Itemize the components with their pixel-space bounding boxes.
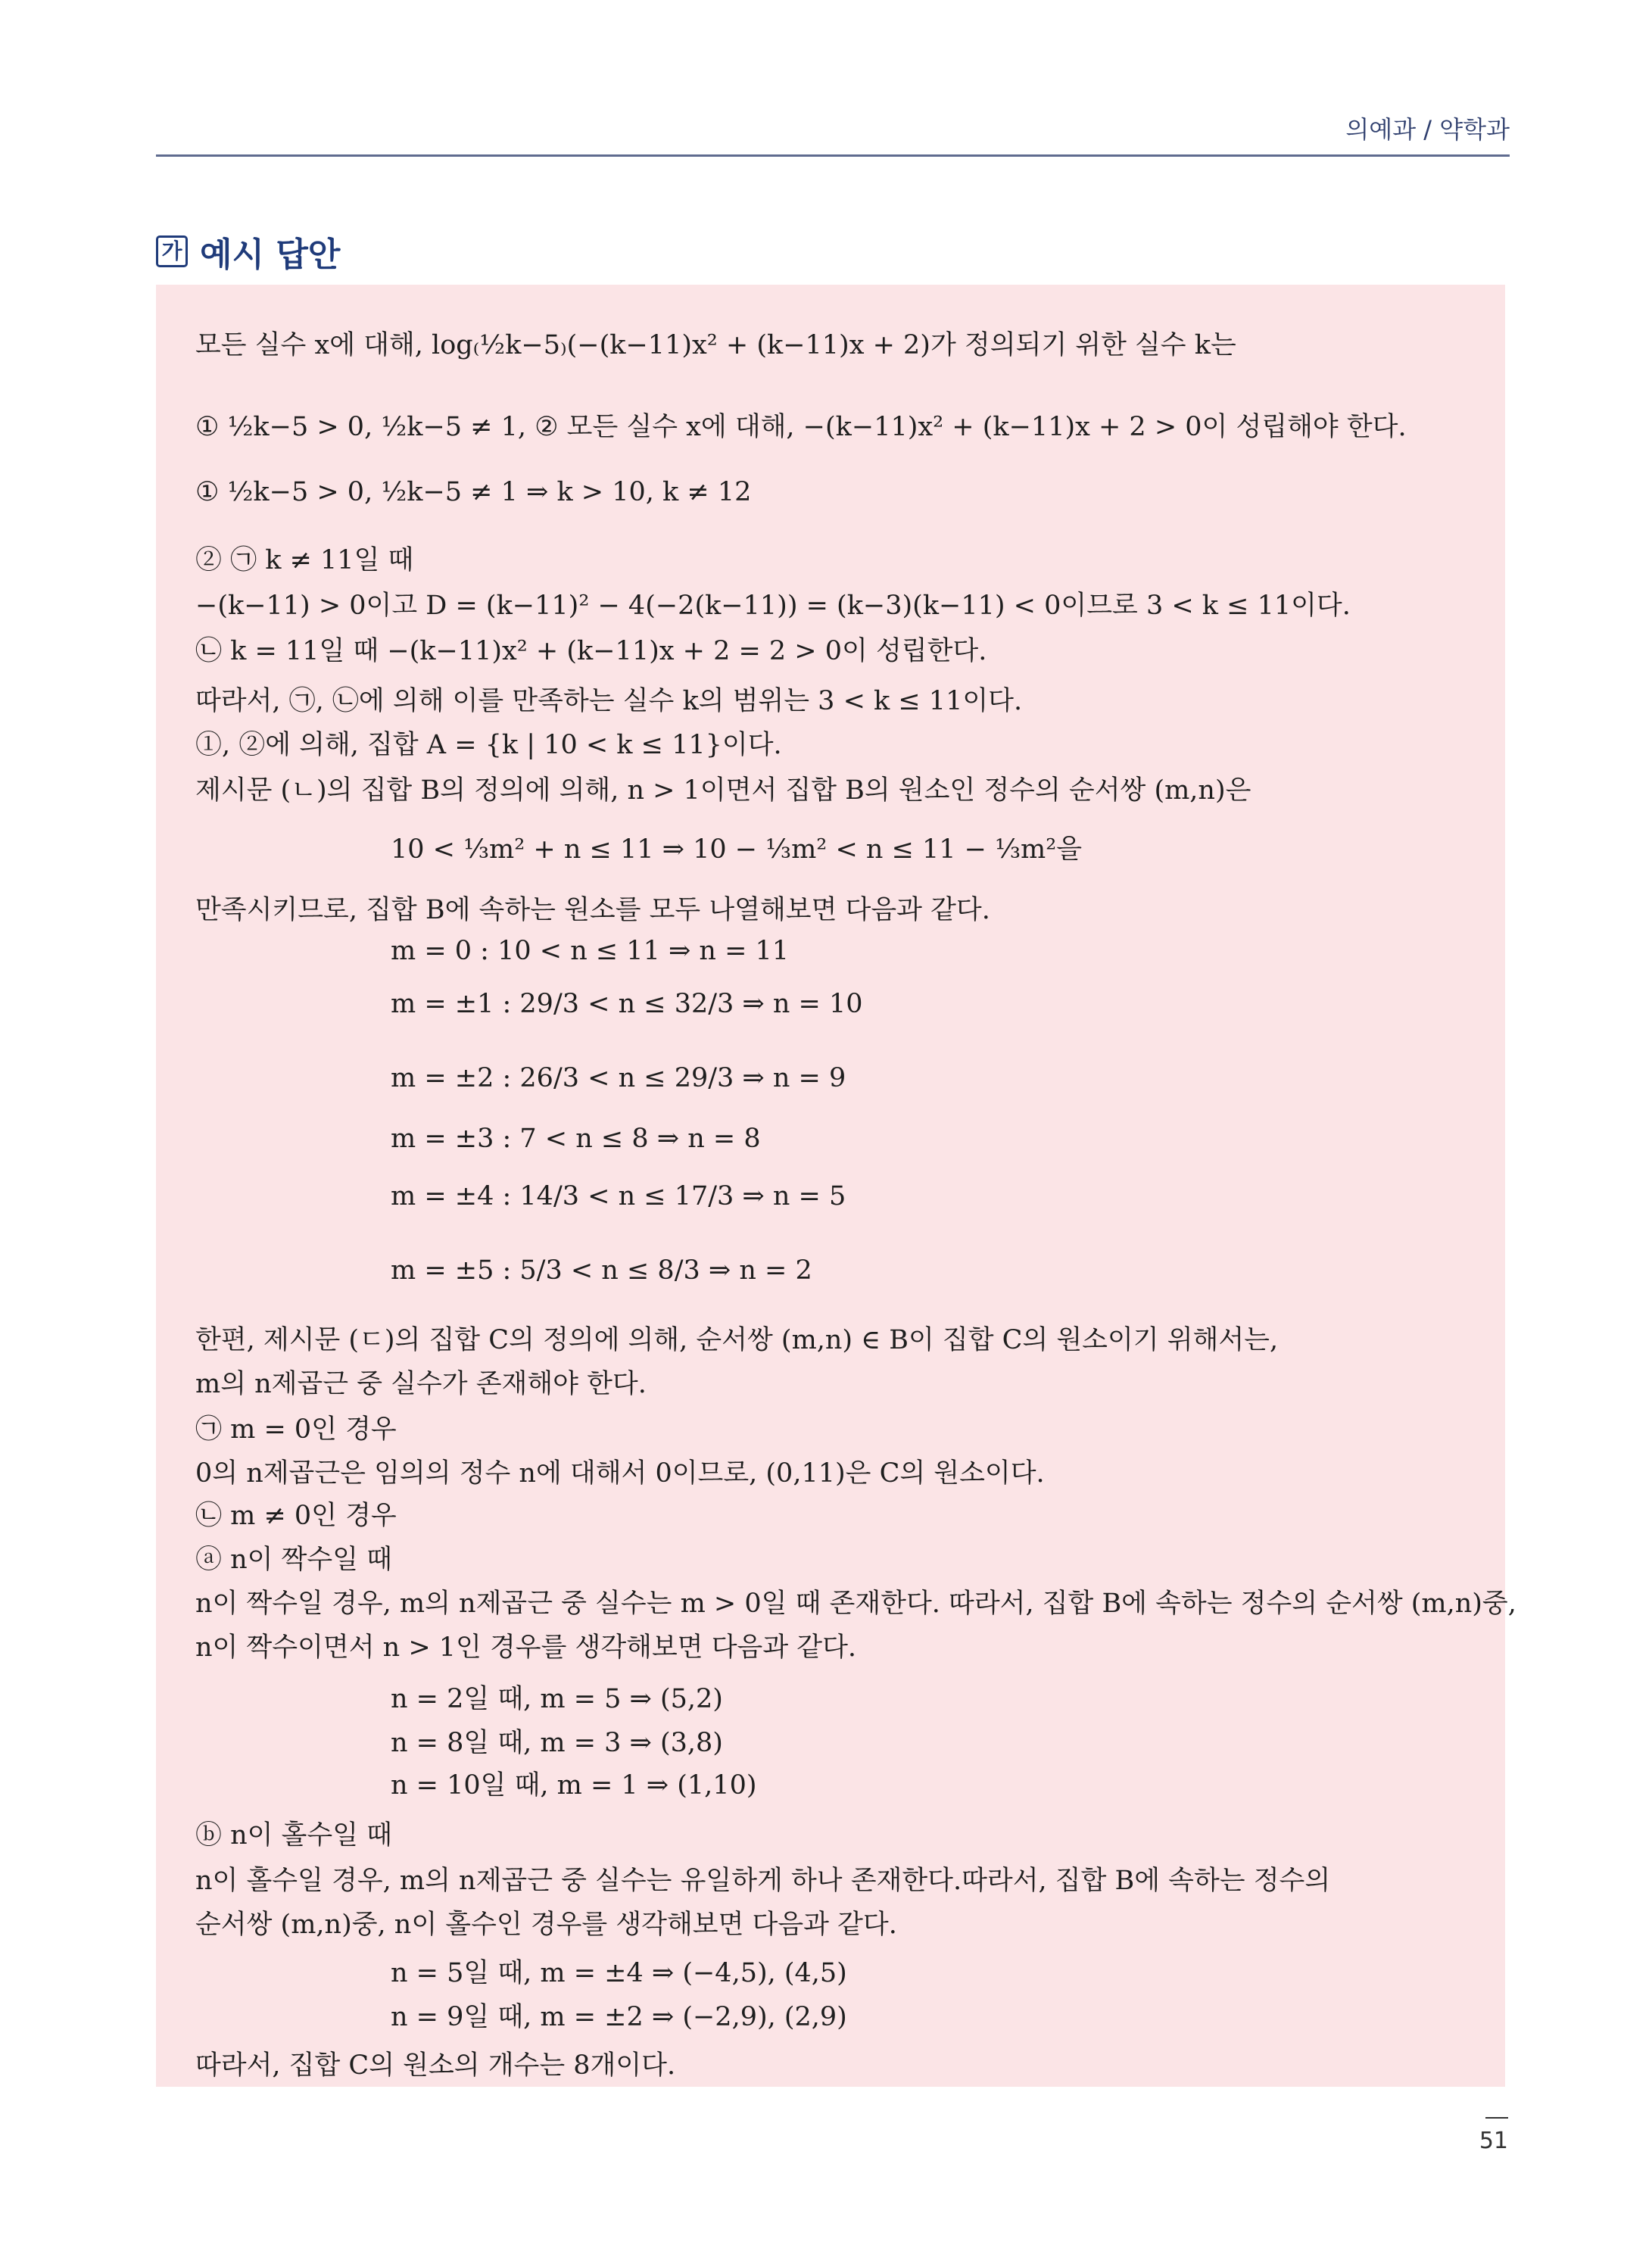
answer-line: ㉠ m = 0인 경우 (195, 1414, 397, 1445)
section-badge-icon: 가 (156, 235, 188, 267)
answer-line: n이 짝수이면서 n > 1인 경우를 생각해보면 다음과 같다. (195, 1632, 857, 1663)
section-title-text: 예시 답안 (200, 235, 341, 274)
answer-line: ⓐ n이 짝수일 때 (195, 1545, 392, 1575)
answer-line: m = ±2 : 26/3 < n ≤ 29/3 ⇒ n = 9 (391, 1063, 846, 1093)
answer-line: n = 10일 때, m = 1 ⇒ (1,10) (391, 1770, 757, 1801)
page-rule (1485, 2117, 1508, 2119)
answer-line: n = 9일 때, m = ±2 ⇒ (−2,9), (2,9) (391, 2002, 847, 2032)
answer-line: ㉡ k = 11일 때 −(k−11)x² + (k−11)x + 2 = 2 > 0이 성립한다. (195, 636, 987, 666)
answer-line: ①, ②에 의해, 집합 A = {k | 10 < k ≤ 11}이다. (195, 730, 782, 760)
answer-line: 순서쌍 (m,n)중, n이 홀수인 경우를 생각해보면 다음과 같다. (195, 1910, 897, 1940)
answer-line: 10 < ⅓m² + n ≤ 11 ⇒ 10 − ⅓m² < n ≤ 11 − ⅓m²을 (391, 834, 1083, 865)
answer-line: n = 2일 때, m = 5 ⇒ (5,2) (391, 1684, 723, 1714)
answer-line: n = 5일 때, m = ±4 ⇒ (−4,5), (4,5) (391, 1958, 847, 1988)
answer-line: ② ㉠ k ≠ 11일 때 (195, 545, 414, 575)
answer-line: 만족시키므로, 집합 B에 속하는 원소를 모두 나열해보면 다음과 같다. (195, 895, 990, 925)
answer-line: m = ±4 : 14/3 < n ≤ 17/3 ⇒ n = 5 (391, 1181, 846, 1211)
page-number: 51 (1479, 2128, 1508, 2154)
answer-line: 따라서, 집합 C의 원소의 개수는 8개이다. (195, 2050, 676, 2081)
answer-line: m = ±3 : 7 < n ≤ 8 ⇒ n = 8 (391, 1124, 761, 1154)
answer-line: ㉡ m ≠ 0인 경우 (195, 1501, 397, 1531)
answer-line: 모든 실수 x에 대해, log₍½k−5₎(−(k−11)x² + (k−11)x + 2)가 정의되기 위한 실수 k는 (195, 330, 1236, 360)
answer-line: m = 0 : 10 < n ≤ 11 ⇒ n = 11 (391, 936, 790, 966)
answer-line: ① ½k−5 > 0, ½k−5 ≠ 1, ② 모든 실수 x에 대해, −(k−11)x² + (k−11)x + 2 > 0이 성립해야 한다. (195, 412, 1407, 442)
section-title (156, 227, 340, 276)
answer-line: ⓑ n이 홀수일 때 (195, 1820, 392, 1851)
answer-line: n이 짝수일 경우, m의 n제곱근 중 실수는 m > 0일 때 존재한다. 따라서, 집합 B에 속하는 정수의 순서쌍 (m,n)중, (195, 1589, 1516, 1619)
header-rule (156, 154, 1510, 157)
answer-line: 한편, 제시문 (ㄷ)의 집합 C의 정의에 의해, 순서쌍 (m,n) ∈ B이 집합 C의 원소이기 위해서는, (195, 1325, 1279, 1355)
answer-line: n = 8일 때, m = 3 ⇒ (3,8) (391, 1728, 723, 1758)
answer-line: m = ±5 : 5/3 < n ≤ 8/3 ⇒ n = 2 (391, 1255, 812, 1286)
answer-line: 제시문 (ㄴ)의 집합 B의 정의에 의해, n > 1이면서 집합 B의 원소인 정수의 순서쌍 (m,n)은 (195, 775, 1251, 806)
answer-line: ① ½k−5 > 0, ½k−5 ≠ 1 ⇒ k > 10, k ≠ 12 (195, 477, 752, 507)
answer-line: n이 홀수일 경우, m의 n제곱근 중 실수는 유일하게 하나 존재한다.따라서, 집합 B에 속하는 정수의 (195, 1866, 1331, 1896)
answer-line: 따라서, ㉠, ㉡에 의해 이를 만족하는 실수 k의 범위는 3 < k ≤ 11이다. (195, 686, 1023, 716)
answer-line: m = ±1 : 29/3 < n ≤ 32/3 ⇒ n = 10 (391, 989, 863, 1019)
answer-box (156, 285, 1516, 2087)
answer-line: −(k−11) > 0이고 D = (k−11)² − 4(−2(k−11)) = (k−3)(k−11) < 0이므로 3 < k ≤ 11이다. (195, 591, 1351, 621)
answer-line: 0의 n제곱근은 임의의 정수 n에 대해서 0이므로, (0,11)은 C의 원소이다. (195, 1458, 1045, 1489)
header-label: 의예과 / 약학과 (1345, 115, 1510, 144)
answer-line: m의 n제곱근 중 실수가 존재해야 한다. (195, 1369, 647, 1399)
